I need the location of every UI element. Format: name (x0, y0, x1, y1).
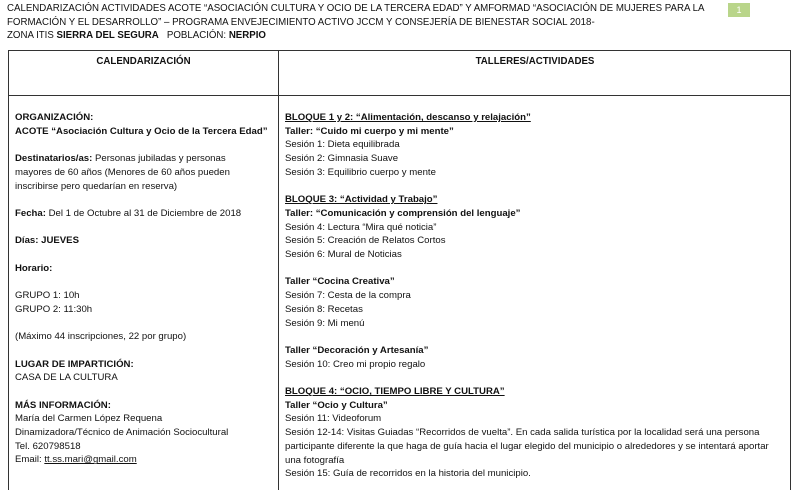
header-line-1: CALENDARIZACIÓN ACTIVIDADES ACOTE “ASOCIACIÓN CULTURA Y OCIO DE LA TERCERA EDAD” Y AMFORMAD “ASOCIACIÓN DE MUJERES PARA LA (7, 3, 705, 14)
poblacion-value: NERPIO (228, 30, 266, 41)
destinatarios-line-2: mayores de 60 años (Menores de 60 años pueden (15, 166, 230, 178)
document-header (7, 2, 707, 43)
sesion-10: Sesión 10: Creo mi propio regalo (285, 358, 426, 370)
header-row-divider (9, 95, 790, 96)
sesion-4: Sesión 4: Lectura “Mira qué noticia” (285, 221, 437, 233)
destinatarios-label: Destinatarios/as: (15, 153, 93, 165)
info-role: Dinamizadora/Técnico de Animación Sociocultural (15, 427, 229, 439)
sesion-9: Sesión 9: Mi menú (285, 317, 365, 329)
page-number-badge: 1 (728, 3, 750, 17)
grupo-1: GRUPO 1: 10h (15, 290, 80, 302)
bloque-1-taller: Taller: “Cuido mi cuerpo y mi mente” (285, 125, 454, 137)
info-name: María del Carmen López Requena (15, 413, 163, 425)
zona-label: ZONA ITIS (7, 30, 57, 41)
sesion-15: Sesión 15: Guía de recorridos en la historia del municipio. (285, 468, 531, 480)
bloque-1-title: BLOQUE 1 y 2: “Alimentación, descanso y relajación” (285, 112, 531, 123)
calendarizacion-column (15, 111, 273, 467)
sesion-6: Sesión 6: Mural de Noticias (285, 249, 402, 261)
info-email-line (15, 453, 273, 467)
sesion-5: Sesión 5: Creación de Relatos Cortos (285, 235, 446, 247)
fecha-label: Fecha: (15, 207, 46, 219)
sesion-3: Sesión 3: Equilibrio cuerpo y mente (285, 166, 436, 178)
maximo-inscripciones: (Máximo 44 inscripciones, 22 por grupo) (15, 331, 187, 343)
sesion-11: Sesión 11: Videoforum (285, 413, 382, 425)
schedule-table (8, 50, 791, 490)
destinatarios-value: Personas jubiladas y personas (92, 153, 226, 165)
lugar-value: CASA DE LA CULTURA (15, 372, 118, 384)
bloque-3-taller: Taller: “Comunicación y comprensión del lenguaje” (285, 207, 521, 219)
talleres-column (285, 111, 785, 481)
sesion-12-14: Sesión 12-14: Visitas Guiadas “Recorridos de vuelta”. En cada salida turística por la localidad será una persona participante diferente la que haga de guía hacia el lugar elegido del municipio o alrededores y se intentará aportar una fotografía (285, 427, 769, 466)
destinatarios-line-3: inscribirse pero quedarían en reserva) (15, 180, 178, 192)
destinatarios-line-1 (15, 152, 273, 166)
sesion-2: Sesión 2: Gimnasia Suave (285, 153, 399, 165)
bloque-3-title: BLOQUE 3: “Actividad y Trabajo” (285, 194, 438, 206)
info-email-label: Email: (15, 454, 45, 466)
email-link[interactable]: tt.ss.mari@gmail.com (44, 454, 137, 466)
column-header-calendarizacion: CALENDARIZACIÓN (96, 56, 191, 67)
poblacion-label: POBLACIÓN: (166, 30, 229, 41)
info-tel: Tel. 620798518 (15, 440, 81, 452)
dias-label: Días: JUEVES (15, 235, 79, 247)
taller-decoracion-title: Taller “Decoración y Artesanía” (285, 344, 429, 356)
taller-cocina-title: Taller “Cocina Creativa” (285, 276, 395, 288)
org-label: ORGANIZACIÓN: (15, 112, 94, 123)
horario-label: Horario: (15, 262, 53, 274)
zona-value: SIERRA DEL SEGURA (56, 30, 159, 41)
org-value: ACOTE “Asociación Cultura y Ocio de la Tercera Edad” (15, 125, 268, 137)
header-line-2: FORMACIÓN Y EL DESARROLLO” – PROGRAMA ENVEJECIMIENTO ACTIVO JCCM Y CONSEJERÍA DE BIENESTAR SOCIAL 2018- (7, 16, 595, 28)
fecha-value: Del 1 de Octubre al 31 de Diciembre de 2018 (45, 207, 242, 219)
header-line-3 (7, 29, 707, 43)
lugar-label: LUGAR DE IMPARTICIÓN: (15, 358, 134, 370)
bloque-4-taller: Taller “Ocio y Cultura” (285, 399, 388, 411)
info-label: MÁS INFORMACIÓN: (15, 399, 111, 411)
column-header-talleres: TALLERES/ACTIVIDADES (475, 56, 595, 67)
sesion-7: Sesión 7: Cesta de la compra (285, 290, 411, 302)
fecha-line (15, 207, 273, 221)
column-divider (278, 51, 279, 490)
grupo-2: GRUPO 2: 11:30h (15, 303, 93, 315)
bloque-4-title: BLOQUE 4: “OCIO, TIEMPO LIBRE Y CULTURA” (285, 386, 505, 397)
sesion-8: Sesión 8: Recetas (285, 303, 363, 315)
sesion-1: Sesión 1: Dieta equilibrada (285, 139, 400, 151)
